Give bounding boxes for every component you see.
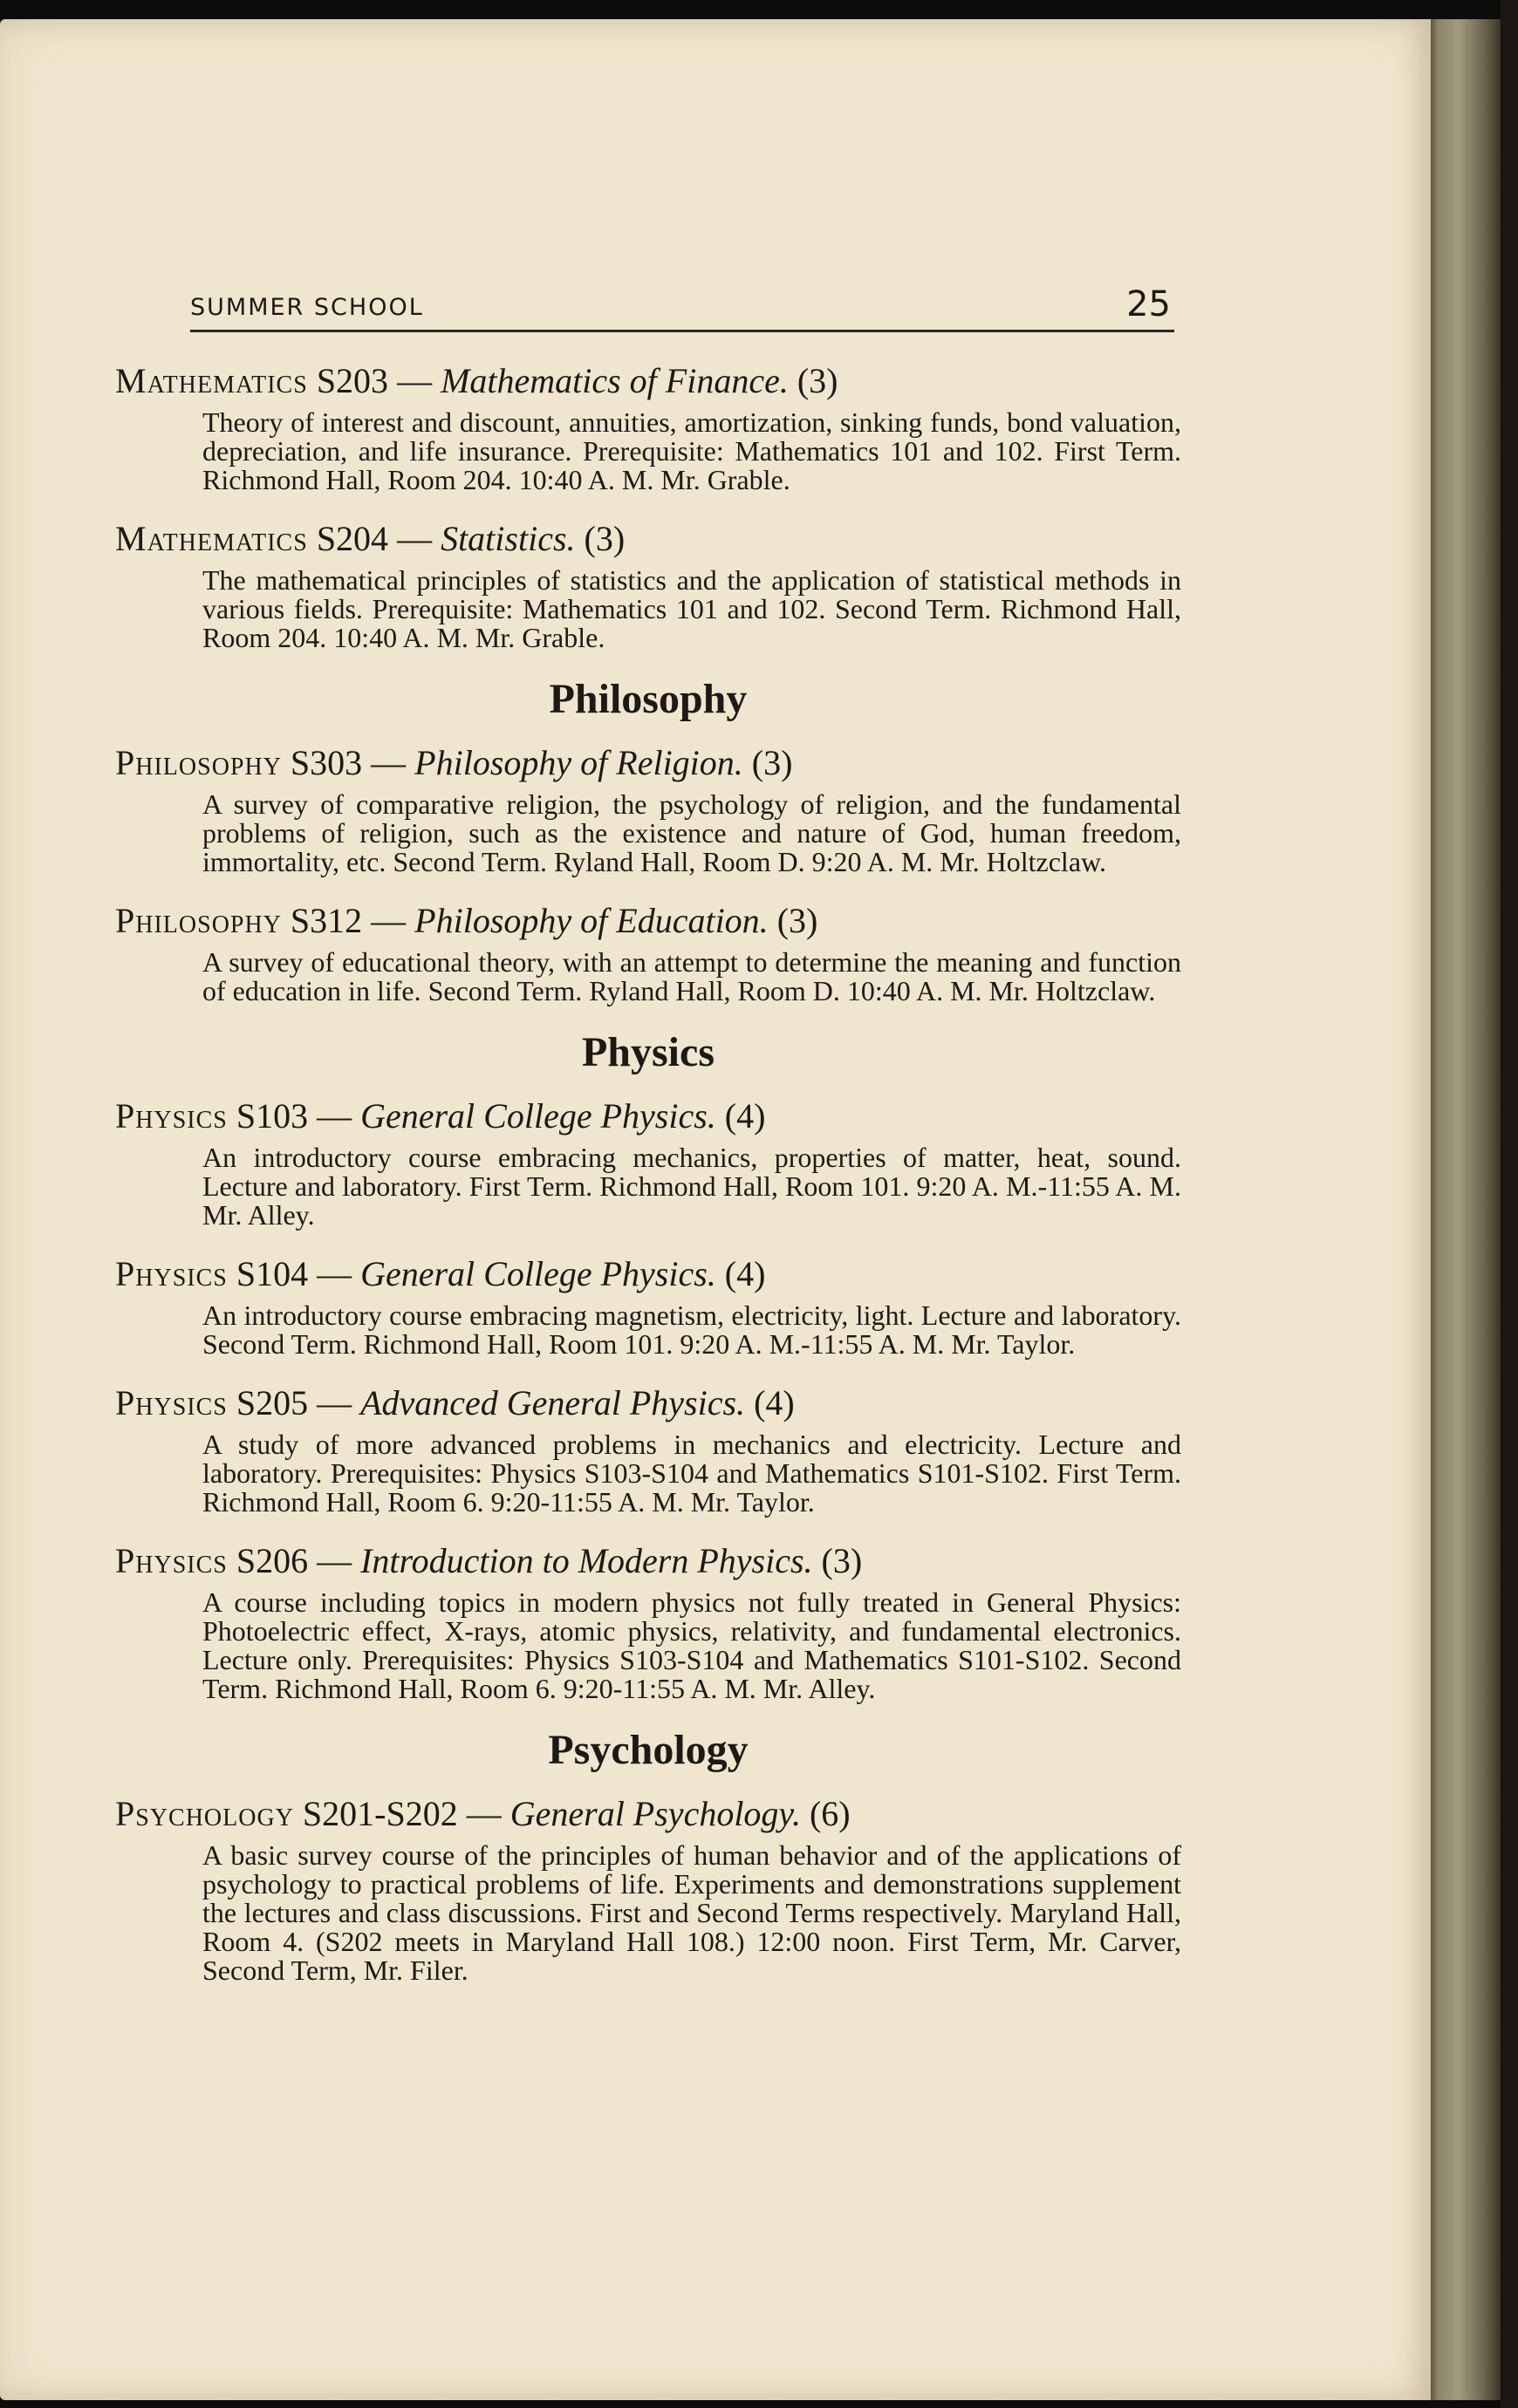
course-department: Physics xyxy=(115,1383,228,1422)
course-title: Introduction to Modern Physics. xyxy=(360,1541,813,1580)
course-entry xyxy=(115,515,1181,652)
course-heading xyxy=(115,1093,1181,1140)
course-heading xyxy=(115,740,1181,787)
course-code: S206 xyxy=(236,1541,309,1580)
scan-edge xyxy=(1501,0,1518,2408)
course-department: Philosophy xyxy=(115,743,282,782)
course-code: S312 xyxy=(290,901,363,940)
em-dash-separator: — xyxy=(397,519,433,558)
course-credits: (3) xyxy=(776,901,818,940)
course-code: S201-S202 xyxy=(302,1794,458,1833)
course-code: S103 xyxy=(236,1096,309,1136)
em-dash-separator: — xyxy=(397,361,433,400)
course-department: Mathematics xyxy=(115,361,308,400)
course-description: An introductory course embracing mechanics, properties of matter, heat, sound. Lecture and laboratory. First Term. Richmond Hall, Room 101. 9:20 A. M.-11:55 A. M. Mr. Alley. xyxy=(202,1142,1181,1231)
course-department: Physics xyxy=(115,1254,228,1293)
em-dash-separator: — xyxy=(466,1794,502,1833)
course-description: A study of more advanced problems in mechanics and electricity. Lecture and laboratory. Prerequisites: Physics S103-S104 and Mathematics S101-S102. First Term. Richmond Hall, Room 6. 9:20-11:55 A. M. Mr. Taylor. xyxy=(202,1429,1181,1518)
course-title: General Psychology. xyxy=(509,1794,801,1833)
course-code: S203 xyxy=(316,361,389,400)
course-credits: (3) xyxy=(797,361,838,400)
course-heading xyxy=(115,897,1181,945)
course-entry xyxy=(115,1093,1181,1230)
course-title: Statistics. xyxy=(441,519,576,558)
course-credits: (3) xyxy=(751,743,793,782)
course-code: S204 xyxy=(316,519,389,558)
course-department: Physics xyxy=(115,1541,228,1580)
course-credits: (6) xyxy=(809,1794,851,1833)
course-heading xyxy=(115,515,1181,563)
course-entry xyxy=(115,1251,1181,1359)
course-credits: (3) xyxy=(584,519,626,558)
course-credits: (3) xyxy=(821,1541,863,1580)
course-entry xyxy=(115,1538,1181,1703)
course-department: Physics xyxy=(115,1096,228,1136)
em-dash-separator: — xyxy=(371,743,407,782)
course-entry xyxy=(115,897,1181,1006)
course-heading xyxy=(115,1538,1181,1585)
course-description: A course including topics in modern physics not fully treated in General Physics: Photoelectric effect, X-rays, atomic physics, relativity, and fundamental electronics. Lecture only. Prerequisites: Physics S103-S104 and Mathematics S101-S102. Second Term. Richmond Hall, Room 6. 9:20-11:55 A. M. Mr. Alley. xyxy=(202,1586,1181,1704)
course-code: S104 xyxy=(236,1254,309,1293)
course-heading xyxy=(115,1380,1181,1427)
em-dash-separator: — xyxy=(317,1254,352,1293)
course-credits: (4) xyxy=(754,1383,795,1422)
course-description: A survey of comparative religion, the psychology of religion, and the fundamental problems of religion, such as the existence and nature of God, human freedom, immortality, etc. Second Term. Ryland Hall, Room D. 9:20 A. M. Mr. Holtzclaw. xyxy=(202,788,1181,877)
course-credits: (4) xyxy=(724,1096,766,1136)
running-head xyxy=(190,277,1174,332)
section-heading: Physics xyxy=(581,1029,715,1075)
running-title: SUMMER SCHOOL xyxy=(190,294,424,321)
course-entry xyxy=(115,1380,1181,1517)
em-dash-separator: — xyxy=(317,1541,352,1580)
section-heading: Psychology xyxy=(548,1727,749,1773)
course-entry xyxy=(115,1791,1181,1985)
em-dash-separator: — xyxy=(371,901,407,940)
course-entry xyxy=(115,740,1181,877)
em-dash-separator: — xyxy=(317,1383,352,1422)
course-title: General College Physics. xyxy=(360,1254,716,1293)
section-heading: Philosophy xyxy=(549,676,748,722)
course-heading xyxy=(115,1791,1181,1838)
course-department: Mathematics xyxy=(115,519,308,558)
course-heading xyxy=(115,1251,1181,1298)
course-description: A survey of educational theory, with an attempt to determine the meaning and function of education in life. Second Term. Ryland Hall, Room D. 10:40 A. M. Mr. Holtzclaw. xyxy=(202,946,1181,1006)
course-heading xyxy=(115,358,1181,405)
course-code: S303 xyxy=(290,743,363,782)
course-code: S205 xyxy=(236,1383,309,1422)
course-title: Philosophy of Religion. xyxy=(414,743,743,782)
course-title: Mathematics of Finance. xyxy=(441,361,789,400)
course-department: Psychology xyxy=(115,1794,294,1833)
course-description: An introductory course embracing magnetism, electricity, light. Lecture and laboratory. Second Term. Richmond Hall, Room 101. 9:20 A. M.-11:55 A. M. Mr. Taylor. xyxy=(202,1300,1181,1360)
course-title: Philosophy of Education. xyxy=(414,901,769,940)
em-dash-separator: — xyxy=(317,1096,352,1136)
course-department: Philosophy xyxy=(115,901,282,940)
course-credits: (4) xyxy=(724,1254,766,1293)
course-description: The mathematical principles of statistics and the application of statistical methods in various fields. Prerequisite: Mathematics 101 and 102. Second Term. Richmond Hall, Room 204. 10:40 A. M. Mr. Grable. xyxy=(202,564,1181,653)
course-title: General College Physics. xyxy=(360,1096,716,1136)
course-description: A basic survey course of the principles of human behavior and of the applications of psychology to practical problems of life. Experiments and demonstrations supplement the lectures and class discussions. First and Second Terms respectively. Maryland Hall, Room 4. (S202 meets in Maryland Hall 108.) 12:00 noon. First Term, Mr. Carver, Second Term, Mr. Filer. xyxy=(202,1839,1181,1986)
book-spine xyxy=(1431,19,1501,2400)
course-entry xyxy=(115,358,1181,495)
page-number: 25 xyxy=(1126,284,1171,324)
course-listings xyxy=(115,358,1181,2006)
course-title: Advanced General Physics. xyxy=(360,1383,746,1422)
course-description: Theory of interest and discount, annuities, amortization, sinking funds, bond valuation, depreciation, and life insurance. Prerequisite: Mathematics 101 and 102. First Term. Richmond Hall, Room 204. 10:40 A. M. Mr. Grable. xyxy=(202,406,1181,495)
